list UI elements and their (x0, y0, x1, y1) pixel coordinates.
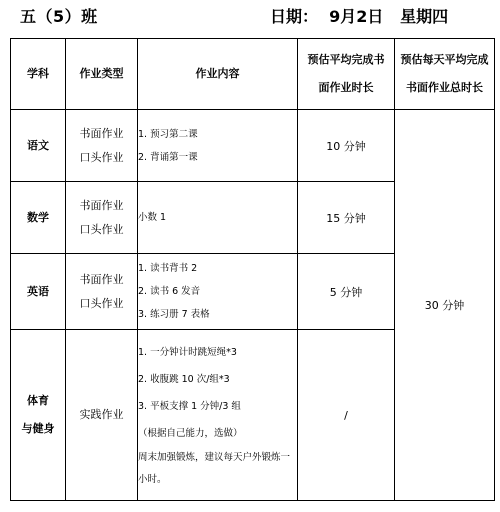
time-cell: 15 分钟 (298, 182, 395, 254)
type-line: 书面作业 (79, 272, 124, 286)
content-line: 2. 读书 6 发音 (138, 286, 201, 297)
date-label: 日期： 9月2日 星期四 (270, 7, 449, 26)
class-name: 五（5）班 (20, 7, 98, 26)
content-cell (138, 330, 298, 501)
header-est-total-line1: 预估每天平均完成 (400, 53, 489, 66)
type-line: 口头作业 (79, 150, 124, 164)
page-header (0, 2, 500, 28)
content-note: 周末加强锻炼，建议每天户外锻炼一小时。 (138, 452, 291, 485)
content-line: 2. 背诵第一课 (138, 151, 198, 163)
table-header-row (11, 39, 495, 110)
type-cell (66, 182, 138, 254)
subject-line: 与健身 (21, 422, 55, 435)
content-line: 1. 预习第二课 (138, 128, 198, 140)
type-line: 口头作业 (79, 296, 124, 310)
content-line: 3. 平板支撑 1 分钟/3 组 (138, 401, 241, 412)
subject-cell: 英语 (11, 254, 66, 330)
subject-cell: 语文 (11, 110, 66, 182)
type-line: 口头作业 (79, 222, 124, 236)
content-line: （根据自己能力，选做） (138, 428, 243, 439)
table-row-chinese (11, 110, 495, 182)
content-line: 3. 练习册 7 表格 (138, 309, 210, 320)
header-subject: 学科 (11, 39, 66, 110)
header-est-time (298, 39, 395, 110)
type-line: 书面作业 (79, 198, 124, 212)
header-content: 作业内容 (138, 39, 298, 110)
header-est-total-line2: 书面作业总时长 (406, 81, 483, 94)
content-line: 1. 一分钟计时跳短绳*3 (138, 347, 237, 358)
type-cell (66, 110, 138, 182)
time-cell: 5 分钟 (298, 254, 395, 330)
type-cell (66, 330, 138, 501)
subject-line: 体育 (27, 394, 49, 407)
subject-cell (11, 330, 66, 501)
header-type: 作业类型 (66, 39, 138, 110)
type-line: 书面作业 (79, 126, 124, 140)
type-cell (66, 254, 138, 330)
total-time-cell: 30 分钟 (395, 110, 495, 501)
header-est-time-line1: 预估平均完成书 (307, 53, 385, 66)
content-line: 小数 1 (138, 212, 167, 223)
content-cell (138, 254, 298, 330)
header-est-time-line2: 面作业时长 (318, 81, 374, 94)
content-line: 1. 读书背书 2 (138, 263, 198, 274)
time-cell: 10 分钟 (298, 110, 395, 182)
type-line: 实践作业 (79, 408, 124, 421)
time-cell: / (298, 330, 395, 501)
subject-cell: 数学 (11, 182, 66, 254)
header-est-total (395, 39, 495, 110)
content-line: 2. 收腹跳 10 次/组*3 (138, 374, 230, 385)
content-cell (138, 110, 298, 182)
homework-table (10, 38, 495, 501)
content-cell (138, 182, 298, 254)
